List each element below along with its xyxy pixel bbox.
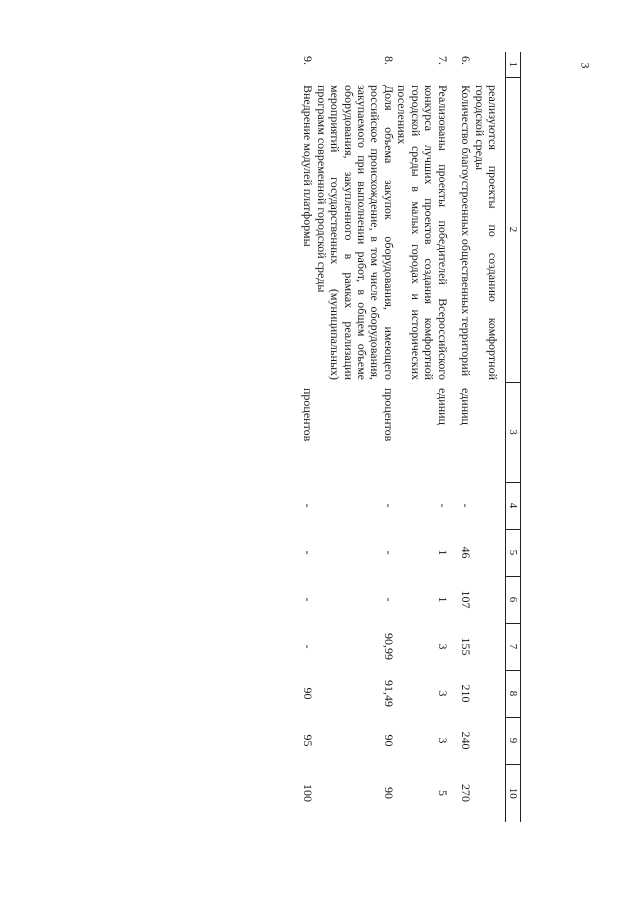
unit: процентов — [301, 388, 316, 442]
value-col-9: 95 — [301, 734, 316, 747]
value-col-6: 1 — [435, 596, 450, 603]
indicator-name: Количество благоустроенных общественных территорий — [459, 85, 474, 377]
header-col-3: 3 — [506, 382, 521, 482]
table-row — [314, 52, 395, 822]
table-row — [472, 52, 505, 822]
value-col-9 — [472, 717, 505, 764]
value-col-5: - — [381, 550, 396, 555]
indicator-name: Доля объема закупок оборудования, имеющего российское происхождение, в том числе оборудования, закупаемого при выполнении работ, в общем объеме оборудования, закупленного в рамках реализации мероприятий государственных (муниципальных) программ современной городской среды — [314, 85, 396, 380]
value-col-7: 155 — [459, 637, 474, 656]
value-col-9: 3 — [435, 737, 450, 744]
unit: единиц — [459, 388, 474, 425]
value-col-4: - — [381, 503, 396, 508]
indicator-name: Реализованы проекты победителей Всероссийского конкурса лучших проектов создания комфортной городской среды в малых городах и исторических поселениях — [395, 85, 450, 380]
page-number: 3 — [578, 62, 593, 69]
unit — [472, 382, 505, 482]
value-col-4: - — [301, 503, 316, 508]
header-col-7: 7 — [506, 623, 521, 670]
header-col-4: 4 — [506, 482, 521, 529]
value-col-8: 3 — [435, 690, 450, 697]
unit: процентов — [381, 388, 396, 442]
value-col-7: 3 — [435, 643, 450, 650]
value-col-10: 5 — [435, 790, 450, 796]
header-col-10: 10 — [506, 764, 521, 822]
header-col-8: 8 — [506, 670, 521, 717]
value-col-7 — [472, 623, 505, 670]
row-number: 6. — [459, 56, 474, 65]
header-col-1: 1 — [506, 52, 521, 77]
value-col-6: 107 — [459, 590, 474, 609]
value-col-4: - — [435, 503, 450, 508]
value-col-10: 100 — [301, 784, 316, 802]
header-row — [506, 52, 521, 822]
header-col-5: 5 — [506, 529, 521, 576]
value-col-8: 90 — [301, 687, 316, 700]
value-col-10 — [472, 764, 505, 822]
value-col-4 — [472, 482, 505, 529]
value-col-6: - — [301, 597, 316, 602]
value-col-5: 1 — [435, 549, 450, 556]
table-row — [291, 52, 314, 822]
indicators-table — [291, 52, 521, 822]
table-row — [395, 52, 449, 822]
value-col-4: - — [459, 503, 474, 508]
value-col-8: 91,49 — [381, 680, 396, 707]
value-col-10: 270 — [459, 784, 474, 802]
unit: единиц — [435, 388, 450, 425]
table-row — [449, 52, 472, 822]
header-col-6: 6 — [506, 576, 521, 623]
value-col-6 — [472, 576, 505, 623]
value-col-9: 240 — [459, 731, 474, 750]
value-col-7: 90,99 — [381, 633, 396, 660]
value-col-10: 90 — [381, 787, 396, 799]
value-col-8: 210 — [459, 684, 474, 703]
row-number: 8. — [381, 56, 396, 65]
value-col-5: 46 — [459, 546, 474, 559]
indicator-name: Внедрение модулей платформы — [301, 85, 316, 247]
row-number — [472, 52, 505, 77]
value-col-9: 90 — [381, 734, 396, 747]
header-col-9: 9 — [506, 717, 521, 764]
header-col-2: 2 — [506, 77, 521, 382]
value-col-7: - — [301, 644, 316, 649]
indicator-name: реализуются проекты по созданию комфортной городской среды — [472, 85, 500, 380]
value-col-5 — [472, 529, 505, 576]
row-number: 9. — [301, 56, 316, 65]
value-col-6: - — [381, 597, 396, 602]
row-number: 7. — [435, 56, 450, 65]
value-col-8 — [472, 670, 505, 717]
value-col-5: - — [301, 550, 316, 555]
